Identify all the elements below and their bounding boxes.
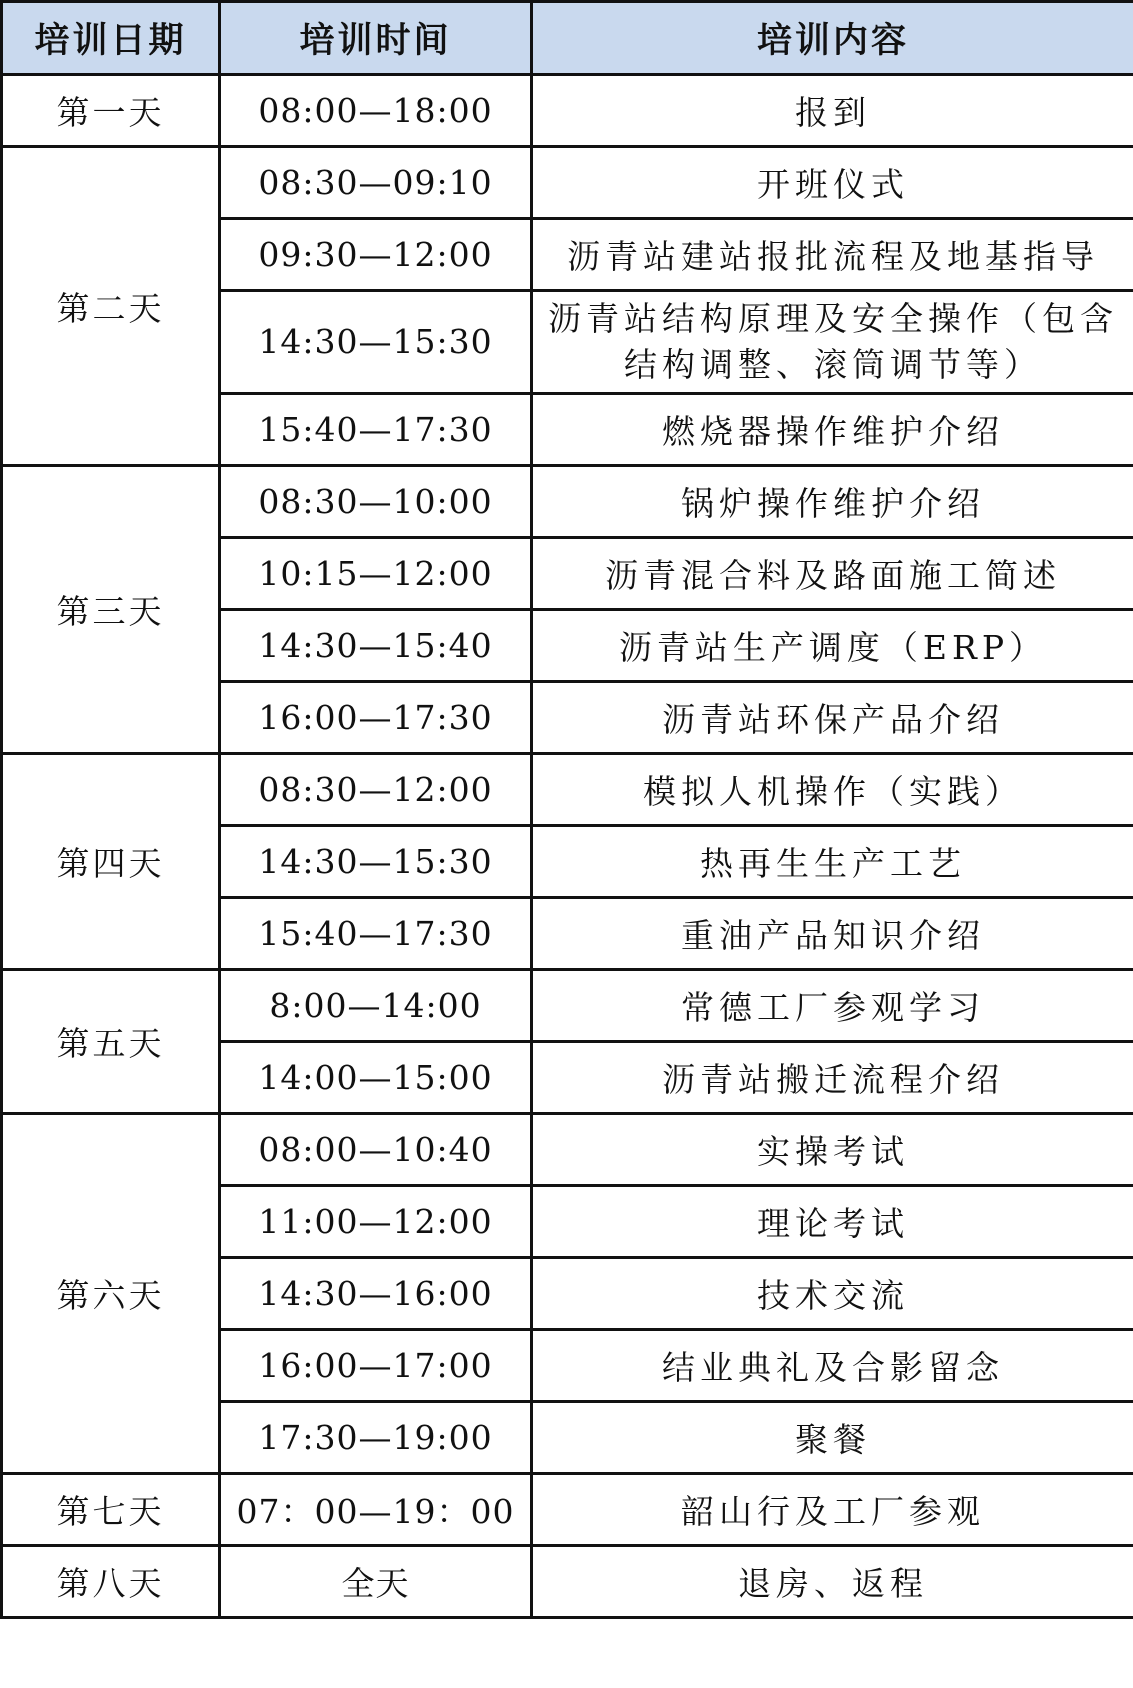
day-label: 第七天 [2,1474,220,1546]
table-row [2,1114,1133,1186]
session-time: 08:00—18:00 [220,75,532,147]
session-content: 沥青混合料及路面施工简述 [532,538,1133,610]
table-row [2,1474,1133,1546]
session-content: 沥青站搬迁流程介绍 [532,1042,1133,1114]
session-time: 16:00—17:00 [220,1330,532,1402]
table-row [2,1546,1133,1618]
table-row [2,754,1133,826]
session-time: 08:30—12:00 [220,754,532,826]
session-time: 08:30—09:10 [220,147,532,219]
session-content: 燃烧器操作维护介绍 [532,394,1133,466]
session-content: 热再生生产工艺 [532,826,1133,898]
day-label: 第八天 [2,1546,220,1618]
session-time: 07：00—19：00 [220,1474,532,1546]
session-time: 8:00—14:00 [220,970,532,1042]
session-time: 17:30—19:00 [220,1402,532,1474]
session-content: 沥青站结构原理及安全操作（包含结构调整、滚筒调节等） [532,291,1133,394]
session-content: 退房、返程 [532,1546,1133,1618]
table-row [2,147,1133,219]
session-content: 聚餐 [532,1402,1133,1474]
session-content: 韶山行及工厂参观 [532,1474,1133,1546]
session-content: 模拟人机操作（实践） [532,754,1133,826]
session-content: 沥青站建站报批流程及地基指导 [532,219,1133,291]
day-label: 第五天 [2,970,220,1114]
session-time: 10:15—12:00 [220,538,532,610]
header-training-time: 培训时间 [220,2,532,75]
table-header [2,2,1133,75]
session-content: 锅炉操作维护介绍 [532,466,1133,538]
session-time: 11:00—12:00 [220,1186,532,1258]
session-time: 08:30—10:00 [220,466,532,538]
session-time: 14:30—15:30 [220,291,532,394]
day-label: 第二天 [2,147,220,466]
session-content: 常德工厂参观学习 [532,970,1133,1042]
day-label: 第一天 [2,75,220,147]
day-label: 第三天 [2,466,220,754]
session-time: 15:40—17:30 [220,394,532,466]
session-time: 14:30—15:30 [220,826,532,898]
session-content: 结业典礼及合影留念 [532,1330,1133,1402]
session-content: 开班仪式 [532,147,1133,219]
session-time: 15:40—17:30 [220,898,532,970]
session-time: 09:30—12:00 [220,219,532,291]
table-row [2,466,1133,538]
header-training-date: 培训日期 [2,2,220,75]
session-time: 08:00—10:40 [220,1114,532,1186]
table-body [2,75,1133,1618]
session-content: 沥青站环保产品介绍 [532,682,1133,754]
session-content: 重油产品知识介绍 [532,898,1133,970]
table-row [2,75,1133,147]
header-row [2,2,1133,75]
session-content: 沥青站生产调度（ERP） [532,610,1133,682]
session-time: 16:00—17:30 [220,682,532,754]
header-training-content: 培训内容 [532,2,1133,75]
table-row [2,970,1133,1042]
day-label: 第四天 [2,754,220,970]
session-time: 14:30—15:40 [220,610,532,682]
day-label: 第六天 [2,1114,220,1474]
session-time: 14:00—15:00 [220,1042,532,1114]
session-content: 理论考试 [532,1186,1133,1258]
session-content: 技术交流 [532,1258,1133,1330]
session-content: 报到 [532,75,1133,147]
session-time: 14:30—16:00 [220,1258,532,1330]
session-content: 实操考试 [532,1114,1133,1186]
session-time: 全天 [220,1546,532,1618]
